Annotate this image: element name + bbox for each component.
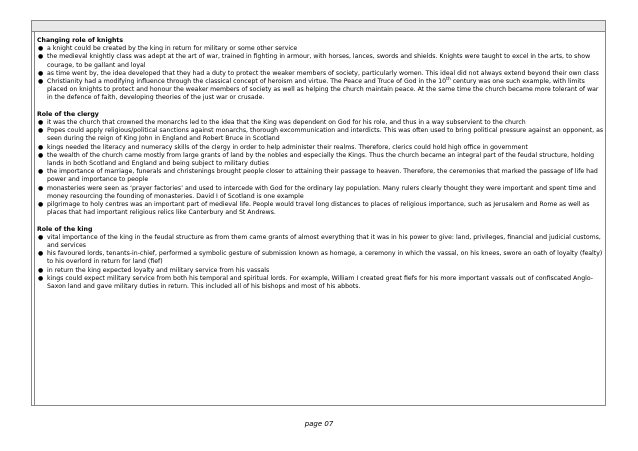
list-item xyxy=(37,234,605,250)
list-item xyxy=(37,168,605,184)
list-item xyxy=(37,127,605,143)
list-item xyxy=(37,152,605,168)
list-item-text: in return the king expected loyalty and military service from his vassals xyxy=(47,266,270,274)
list-item-text: his favoured lords, tenants-in-chief, performed a symbolic gesture of submission known as homage, a ceremony in which the vassal, on his knees, swore an oath of loyalty (fealty) to his overlord in return for land (fief) xyxy=(47,250,603,266)
list-item xyxy=(37,119,605,127)
section xyxy=(37,111,605,218)
list-item-text: pilgrimage to holy centres was an important part of medieval life. People would travel long distances to places of religious importance, such as Jerusalem and Rome as well as places that had important religious relics like Canterbury and St Andrews. xyxy=(47,201,590,217)
list-item-text: monasteries were seen as ‘prayer factories’ and used to intercede with God for the ordinary lay population. Many rulers clearly thought they were important and spent time and money resourcing the founding of monasteries. David I of Scotland is one example xyxy=(47,184,596,200)
list-item-text: as time went by, the idea developed that they had a duty to protect the weaker members of society, particularly women. This ideal did not always extend beyond their own class xyxy=(47,69,599,77)
list-item-text: kings could expect military service from both his temporal and spiritual lords. For example, William I created great fiefs for his more important vassals out of confiscated Anglo-Saxon land and gave military duties in return. This included all of his bishops and most of his abbots. xyxy=(47,274,593,291)
list-item-text: the importance of marriage, funerals and christenings brought people closer to attaining their passage to heaven. Therefore, the ceremonies that marked the passage of life had power and importance to people xyxy=(47,168,598,184)
document-table xyxy=(31,20,606,406)
bullet-icon: ● xyxy=(38,119,44,127)
list-item-text: a knight could be created by the king in return for military or some other service xyxy=(47,45,298,53)
list-item xyxy=(37,250,605,266)
bullet-list xyxy=(37,234,605,291)
bullet-icon: ● xyxy=(38,250,44,258)
list-item xyxy=(37,275,605,291)
bullet-list xyxy=(37,119,605,217)
list-item xyxy=(37,201,605,217)
bullet-icon: ● xyxy=(38,184,44,192)
table-left-column xyxy=(32,32,35,405)
list-item xyxy=(37,144,605,152)
table-header-row xyxy=(32,21,605,32)
bullet-icon: ● xyxy=(38,151,44,159)
list-item-text: Popes could apply religious/political sanctions against monarchs, thorough excommunication and interdicts. This was often used to bring political pressure against an opponent, as seen during the reign of King John in England and Robert Bruce in Scotland xyxy=(47,127,604,143)
section-title: Changing role of knights xyxy=(37,37,124,44)
list-item xyxy=(37,78,605,103)
bullet-icon: ● xyxy=(38,143,44,151)
bullet-icon: ● xyxy=(38,274,44,282)
bullet-icon: ● xyxy=(38,266,44,274)
table-content-cell xyxy=(37,37,605,299)
bullet-icon: ● xyxy=(38,78,44,86)
list-item xyxy=(37,45,605,53)
list-item-text: the medieval knightly class was adept at the art of war, trained in fighting in armour, with horses, lances, swords and shields. Knights were taught to excel in the arts, to show courage, to be gallant and loyal xyxy=(47,53,591,69)
page-number: page 07 xyxy=(304,420,334,428)
section xyxy=(37,37,605,103)
bullet-icon: ● xyxy=(38,45,44,53)
list-item-text: it was the church that crowned the monarchs led to the idea that the King was dependent on God for his role, and thus in a way subservient to the church xyxy=(47,119,526,127)
list-item xyxy=(37,267,605,275)
list-item-text: Christianity had a modifying influence through the classical concept of heroism and virtue. The Peace and Truce of God in the 10th century was one such example, with limits placed on knights to protect and honour the weaker members of society as well as helping the church maintain peace. At the same time the church became more tolerant of war in the defence of faith, developing theories of the just war or crusade. xyxy=(47,76,599,102)
list-item-text: vital importance of the king in the feudal structure as from them came grants of almost everything that it was in his power to give: land, privileges, financial and judicial customs, and services xyxy=(47,233,601,250)
section-title: Role of the clergy xyxy=(37,110,99,118)
list-item xyxy=(37,70,605,78)
list-item xyxy=(37,185,605,201)
bullet-icon: ● xyxy=(38,168,44,176)
bullet-list xyxy=(37,45,605,102)
bullet-icon: ● xyxy=(38,201,44,209)
list-item-text: kings needed the literacy and numeracy skills of the clergy in order to help administer their realms. Therefore, clerics could hold high office in government xyxy=(47,143,528,151)
bullet-icon: ● xyxy=(38,69,44,77)
bullet-icon: ● xyxy=(38,233,44,241)
section xyxy=(37,226,605,292)
section-title: Role of the king xyxy=(37,225,93,233)
bullet-icon: ● xyxy=(38,53,44,61)
bullet-icon: ● xyxy=(38,127,44,135)
list-item xyxy=(37,53,605,69)
list-item-text: the wealth of the church came mostly from large grants of land by the nobles and especially the Kings. Thus the church became an integral part of the feudal structure, holding lands in both Scotland and England and being subject to military duties xyxy=(47,151,595,168)
